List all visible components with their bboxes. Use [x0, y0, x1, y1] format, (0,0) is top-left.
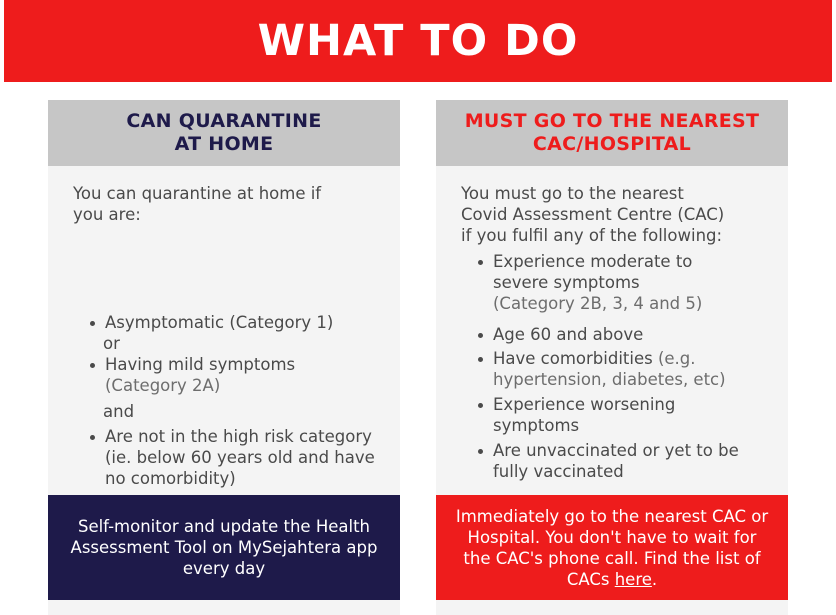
list-item: Have comorbidities (e.g. hypertension, diabetes, etc)	[476, 348, 746, 390]
self-monitor-callout	[48, 495, 400, 600]
quarantine-header	[48, 100, 400, 166]
bottom-strip	[436, 600, 788, 615]
list-item: Asymptomatic (Category 1)	[88, 312, 388, 333]
bottom-strip	[48, 600, 400, 615]
quarantine-criteria-list	[88, 312, 388, 489]
cac-criteria-panel	[436, 166, 788, 495]
quarantine-header-text: CAN QUARANTINE AT HOME	[126, 110, 322, 155]
self-monitor-text: Self-monitor and update the Health Assessment Tool on MySejahtera app every day	[70, 517, 378, 578]
cac-intro: You must go to the nearest Covid Assessment Centre (CAC) if you fulfil any of the following:	[461, 184, 725, 245]
page-title: WHAT TO DO	[257, 16, 579, 66]
cac-criteria-list	[476, 251, 776, 482]
cac-list-link[interactable]: here	[614, 569, 652, 589]
quarantine-intro: You can quarantine at home if you are:	[73, 184, 322, 224]
quarantine-criteria-panel	[48, 166, 400, 495]
cac-header	[436, 100, 788, 166]
go-immediately-callout: Immediately go to the nearest CAC or Hospital. You don't have to wait for the CAC's phone call. Find the list of CACs here.	[436, 495, 788, 600]
list-item: Experience worsening symptoms	[476, 394, 726, 436]
list-item: Having mild symptoms (Category 2A)	[88, 354, 388, 396]
list-connector-or: or	[103, 334, 120, 353]
go-to-cac-column	[436, 100, 788, 615]
cac-header-text: MUST GO TO THE NEAREST CAC/HOSPITAL	[464, 110, 760, 155]
list-item: Are unvaccinated or yet to be fully vaccinated	[476, 440, 766, 482]
list-item: Age 60 and above	[476, 324, 776, 345]
list-connector-and: and	[103, 402, 135, 421]
list-item: Are not in the high risk category (ie. below 60 years old and have no comorbidity)	[88, 426, 378, 489]
title-banner	[4, 0, 832, 82]
quarantine-at-home-column	[48, 100, 400, 615]
list-item: Experience moderate to severe symptoms (Category 2B, 3, 4 and 5)	[476, 251, 726, 314]
go-immediately-text: Immediately go to the nearest CAC or Hospital. You don't have to wait for the CAC's phone call. Find the list of CACs	[455, 506, 769, 589]
